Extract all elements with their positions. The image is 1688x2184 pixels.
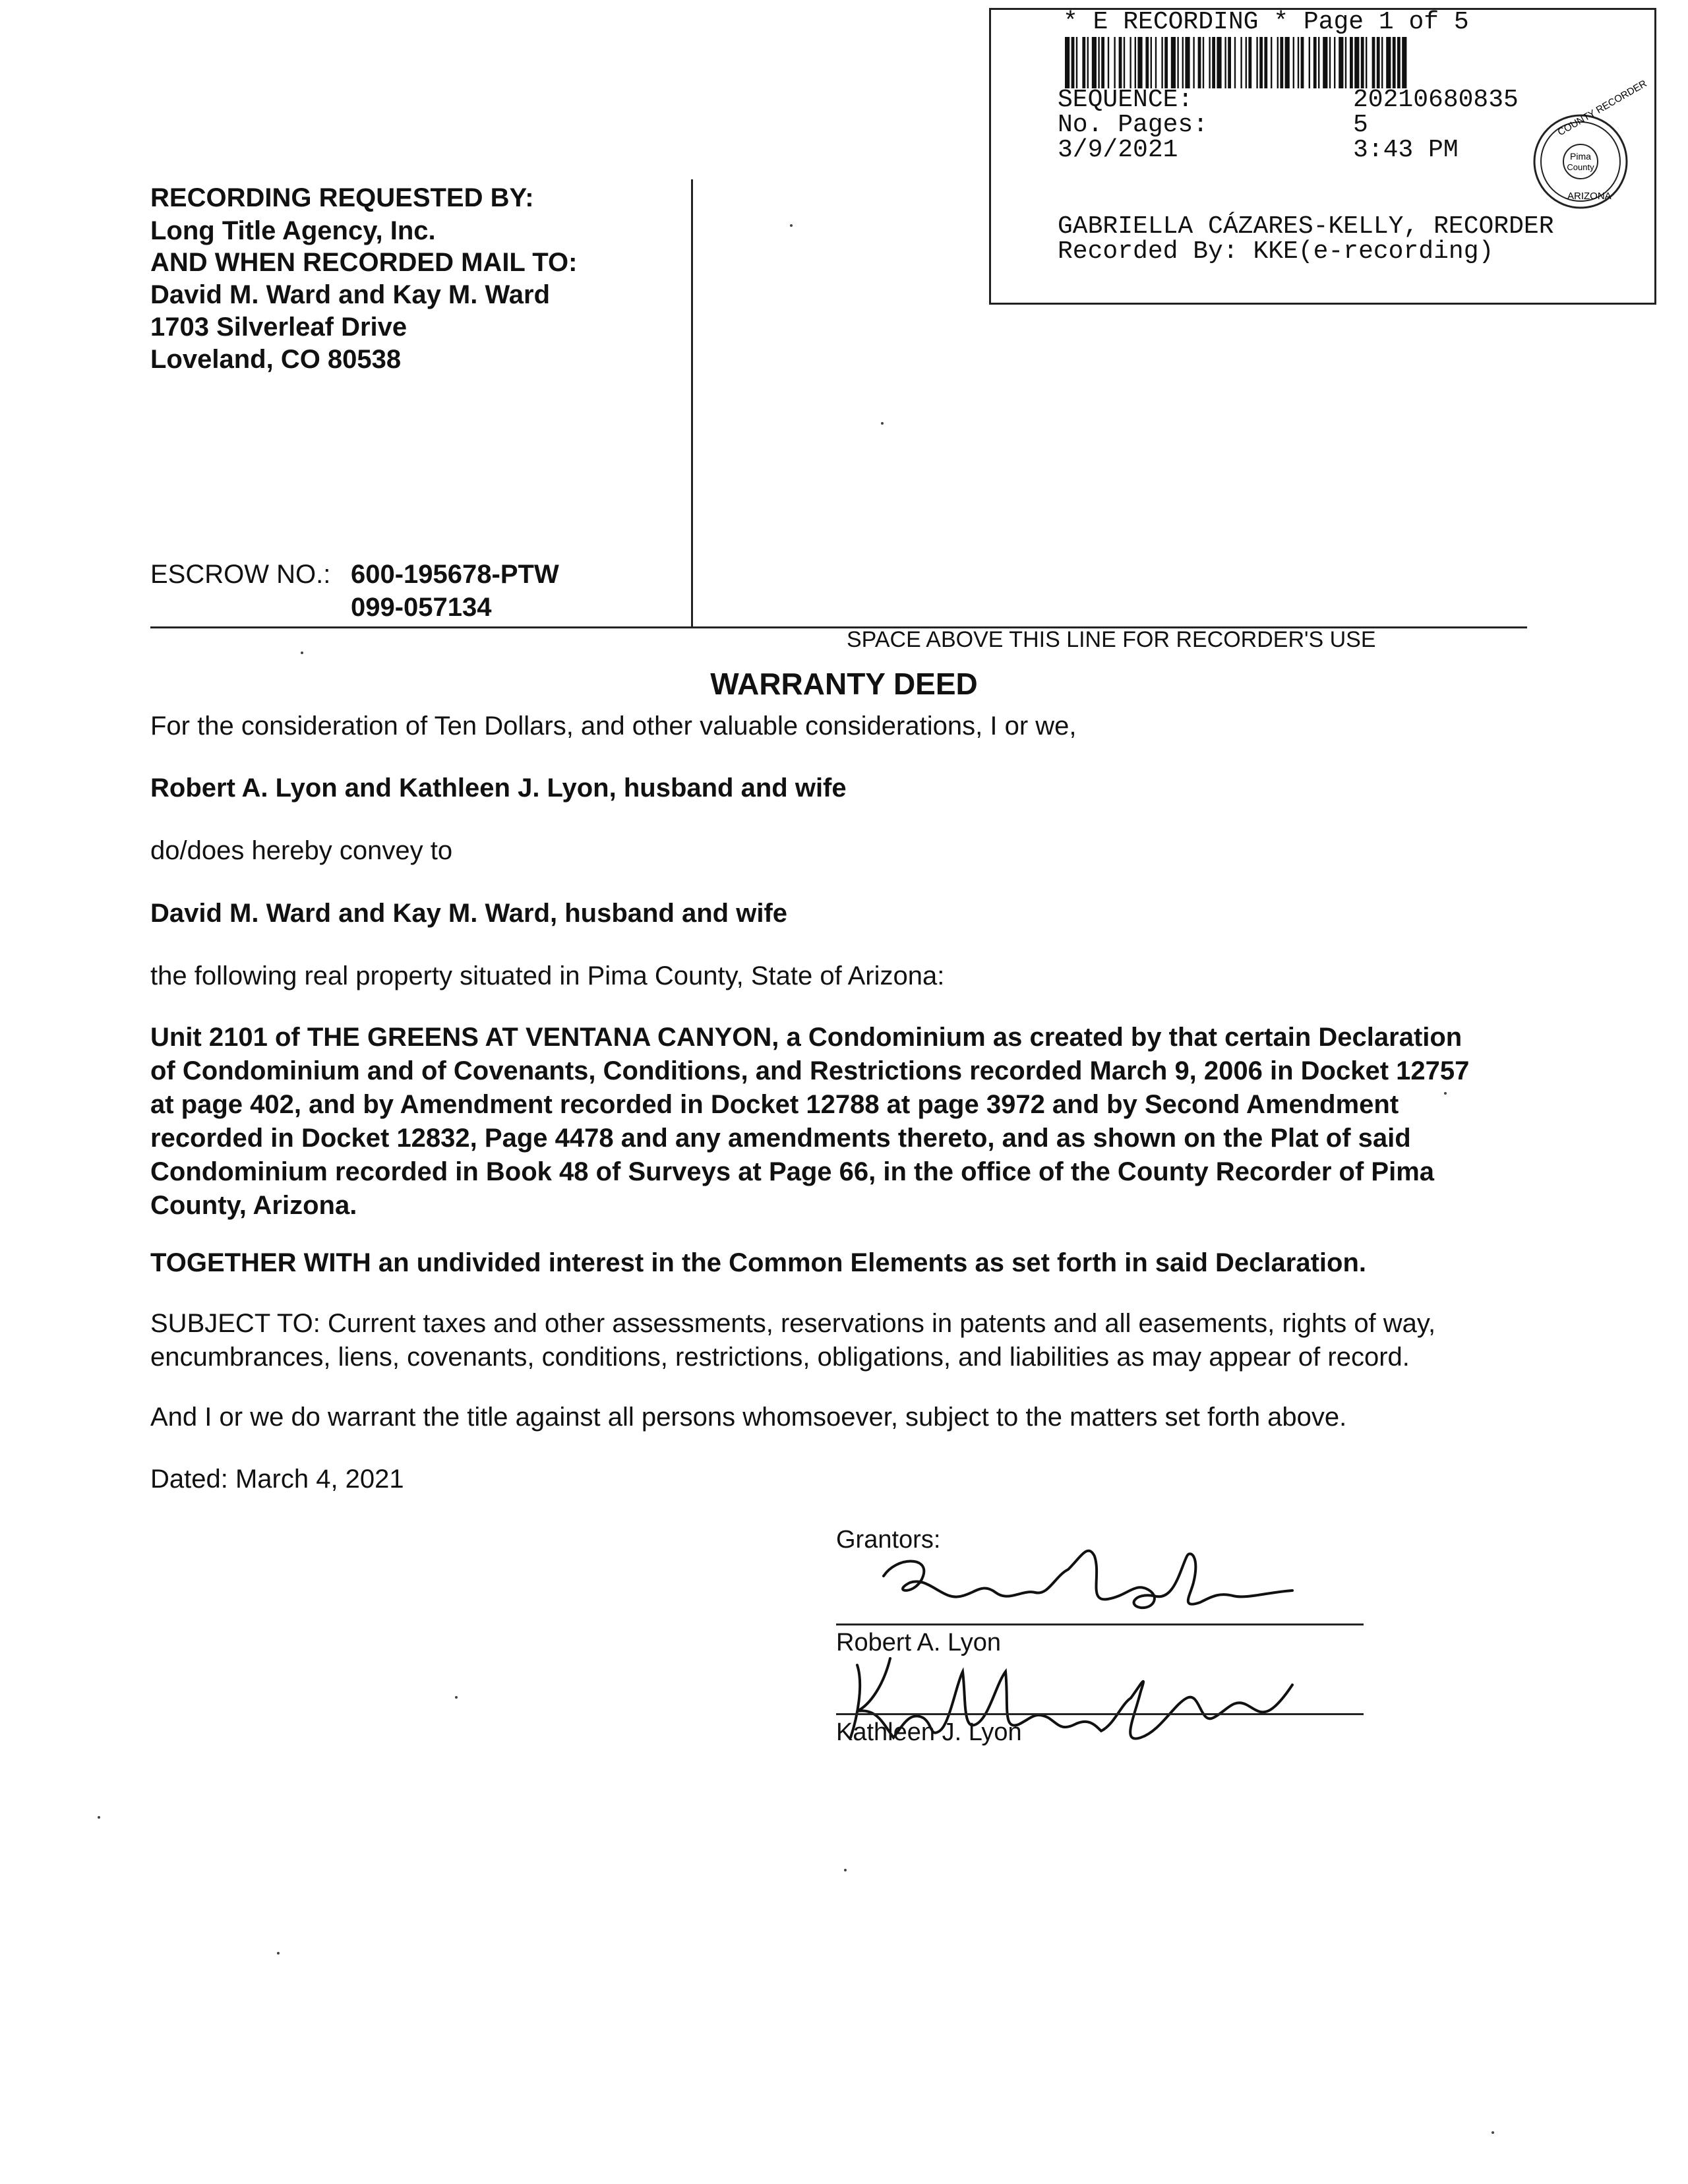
grantees-text: David M. Ward and Kay M. Ward, husband and wife — [150, 899, 788, 928]
pages-label: No. Pages: — [1058, 111, 1209, 139]
scan-speck — [1492, 2131, 1494, 2134]
barcode-bar — [1271, 37, 1272, 88]
legal-description-line: recorded in Docket 12832, Page 4478 and any amendments thereto, and as shown on the Plat of said — [150, 1124, 1411, 1153]
svg-text:ARIZONA: ARIZONA — [1567, 191, 1612, 202]
scan-speck — [844, 1869, 847, 1871]
escrow-number-2: 099-057134 — [351, 593, 492, 622]
barcode-bar — [1397, 37, 1401, 88]
barcode-bar — [1318, 37, 1319, 88]
barcode-bar — [1185, 37, 1190, 88]
legal-description-line: County, Arizona. — [150, 1191, 357, 1220]
scan-speck — [301, 652, 303, 654]
barcode-bar — [1065, 37, 1070, 88]
barcode-bar — [1277, 37, 1279, 88]
barcode-bar — [1280, 37, 1283, 88]
header-divider-vertical — [691, 179, 693, 628]
barcode-bar — [1151, 37, 1152, 88]
grantors-text: Robert A. Lyon and Kathleen J. Lyon, husband and wife — [150, 774, 847, 803]
barcode-bar — [1212, 37, 1215, 88]
signature-robert-lyon — [870, 1530, 1306, 1629]
barcode-bar — [1298, 37, 1299, 88]
barcode-bar — [1209, 37, 1210, 88]
barcode-bar — [1164, 37, 1168, 88]
barcode-bar — [1087, 37, 1089, 88]
barcode-bar — [1076, 37, 1077, 88]
barcode-bar — [1217, 37, 1221, 88]
requested-by-label: RECORDING REQUESTED BY: — [150, 183, 534, 212]
scan-speck — [277, 1952, 280, 1955]
signer-2-name: Kathleen J. Lyon — [836, 1718, 1022, 1746]
barcode-bar — [1259, 37, 1263, 88]
barcode-bar — [1301, 37, 1304, 88]
barcode-bar — [1161, 37, 1162, 88]
svg-text:Pima: Pima — [1570, 151, 1591, 162]
barcode-bar — [1130, 37, 1131, 88]
stamp-header: * E RECORDING * Page 1 of 5 — [1063, 8, 1469, 36]
barcode-bar — [1361, 37, 1364, 88]
signer-1-name: Robert A. Lyon — [836, 1629, 1001, 1656]
barcode-bar — [1119, 37, 1122, 88]
barcode-bar — [1309, 37, 1310, 88]
subject-to-line: SUBJECT TO: Current taxes and other assessments, reservations in patents and all easements, rights of way, — [150, 1309, 1436, 1338]
barcode-bar — [1240, 37, 1242, 88]
barcode-bar — [1285, 37, 1290, 88]
barcode-bar — [1135, 37, 1136, 88]
mail-to-name: David M. Ward and Kay M. Ward — [150, 280, 550, 309]
warranty-text: And I or we do warrant the title against all persons whomsoever, subject to the matters set forth above. — [150, 1403, 1347, 1432]
barcode-bar — [1098, 37, 1099, 88]
barcode-bar — [1234, 37, 1236, 88]
legal-description-line: Unit 2101 of THE GREENS AT VENTANA CANYON, a Condominium as created by that certain Declaration — [150, 1023, 1462, 1052]
legal-description — [150, 1021, 1532, 1223]
escrow-label: ESCROW NO.: — [150, 560, 331, 589]
barcode-bar — [1381, 37, 1383, 88]
barcode-bar — [1377, 37, 1380, 88]
legal-description-line: of Condominium and of Covenants, Conditions, and Restrictions recorded March 9, 2006 in Docket 12757 — [150, 1056, 1470, 1085]
barcode-bar — [1092, 37, 1097, 88]
grantors-label: Grantors: — [836, 1526, 941, 1554]
sequence-value: 20210680835 — [1353, 86, 1519, 114]
subject-to — [150, 1307, 1532, 1374]
barcode-bar — [1124, 37, 1125, 88]
barcode-bar — [1372, 37, 1375, 88]
requested-by-name: Long Title Agency, Inc. — [150, 216, 436, 245]
barcode-bar — [1402, 37, 1406, 88]
barcode-bar — [1334, 37, 1335, 88]
barcode-bar — [1171, 37, 1176, 88]
barcode-bar — [1350, 37, 1353, 88]
barcode-bar — [1193, 37, 1194, 88]
property-intro: the following real property situated in Pima County, State of Arizona: — [150, 961, 945, 990]
svg-text:COUNTY RECORDER: COUNTY RECORDER — [1555, 78, 1649, 138]
barcode-bar — [1198, 37, 1201, 88]
barcode-bar — [1248, 37, 1251, 88]
scan-speck — [881, 422, 884, 425]
scan-speck — [98, 1816, 100, 1819]
svg-text:County: County — [1567, 162, 1594, 172]
legal-description-line: Condominium recorded in Book 48 of Surveys at Page 66, in the office of the County Recorder of Pima — [150, 1157, 1435, 1186]
barcode-bar — [1256, 37, 1257, 88]
legal-description-line: at page 402, and by Amendment recorded in Docket 12788 at page 3972 and by Second Amendment — [150, 1090, 1399, 1119]
mail-to-label: AND WHEN RECORDED MAIL TO: — [150, 248, 578, 277]
barcode-bar — [1329, 37, 1331, 88]
county-recorder-seal-icon — [1531, 78, 1649, 211]
barcode-bar — [1293, 37, 1294, 88]
barcode-bar — [1228, 37, 1231, 88]
barcode-bar — [1354, 37, 1359, 88]
scan-speck — [1444, 1092, 1447, 1095]
mail-to-street: 1703 Silverleaf Drive — [150, 313, 407, 342]
barcode-icon — [1065, 37, 1625, 88]
barcode-bar — [1386, 37, 1391, 88]
barcode-bar — [1246, 37, 1247, 88]
document-title: WARRANTY DEED — [710, 667, 978, 701]
signature-line-2 — [836, 1713, 1364, 1715]
recorded-by: Recorded By: KKE(e-recording) — [1058, 237, 1494, 266]
barcode-bar — [1177, 37, 1178, 88]
barcode-bar — [1393, 37, 1396, 88]
barcode-bar — [1108, 37, 1109, 88]
barcode-bar — [1313, 37, 1317, 88]
escrow-number: 600-195678-PTW — [351, 560, 559, 589]
barcode-bar — [1224, 37, 1226, 88]
subject-to-line: encumbrances, liens, covenants, conditions, restrictions, obligations, and liabilities as may appear of record. — [150, 1343, 1410, 1372]
barcode-bar — [1155, 37, 1157, 88]
mail-to-city: Loveland, CO 80538 — [150, 345, 402, 374]
barcode-bar — [1323, 37, 1327, 88]
barcode-bar — [1345, 37, 1346, 88]
together-with-text: TOGETHER WITH an undivided interest in the Common Elements as set forth in said Declaration. — [150, 1248, 1366, 1277]
barcode-bar — [1071, 37, 1075, 88]
barcode-bar — [1145, 37, 1149, 88]
barcode-bar — [1082, 37, 1085, 88]
scan-speck — [455, 1696, 458, 1699]
recording-date: 3/9/2021 — [1058, 136, 1178, 164]
scan-speck — [790, 224, 793, 227]
recording-time: 3:43 PM — [1353, 136, 1459, 164]
barcode-bar — [1366, 37, 1367, 88]
dated-text: Dated: March 4, 2021 — [150, 1465, 404, 1494]
barcode-bar — [1182, 37, 1184, 88]
recorder-use-note: SPACE ABOVE THIS LINE FOR RECORDER'S USE — [847, 627, 1376, 652]
consideration-text: For the consideration of Ten Dollars, and other valuable considerations, I or we, — [150, 712, 1077, 741]
signature-line-1 — [836, 1623, 1364, 1625]
barcode-bar — [1264, 37, 1267, 88]
convey-text: do/does hereby convey to — [150, 836, 453, 865]
barcode-bar — [1114, 37, 1115, 88]
barcode-bar — [1203, 37, 1204, 88]
barcode-bar — [1137, 37, 1142, 88]
recorder-name: GABRIELLA CÁZARES-KELLY, RECORDER — [1058, 212, 1554, 241]
sequence-label: SEQUENCE: — [1058, 86, 1193, 114]
pages-value: 5 — [1353, 111, 1368, 139]
barcode-bar — [1339, 37, 1343, 88]
barcode-bar — [1101, 37, 1104, 88]
